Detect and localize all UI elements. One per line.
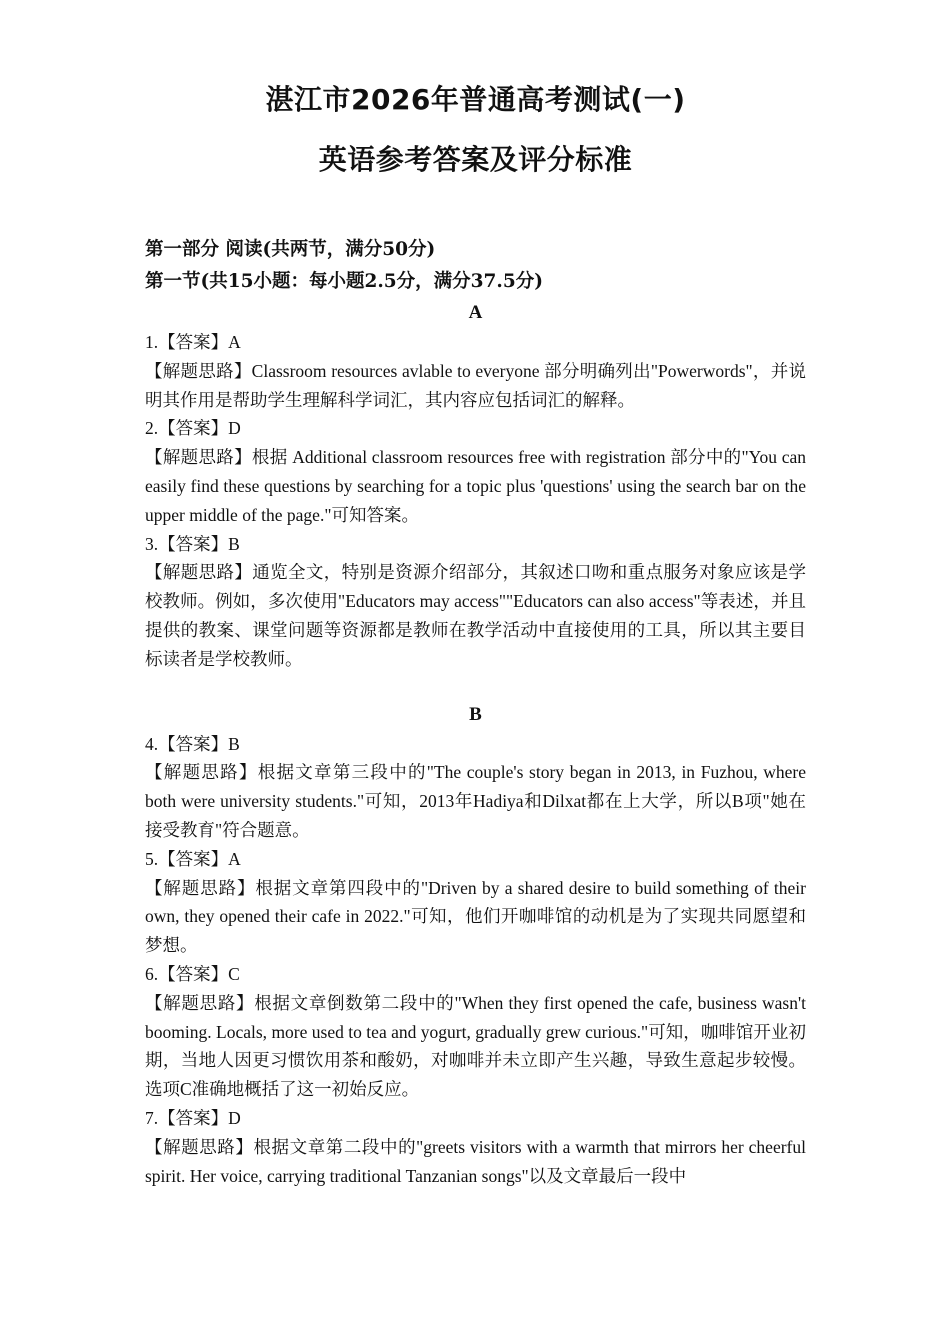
analysis-paragraph: 【解题思路】根据文章第四段中的"Driven by a shared desire to build something of their own, they opened their cafe in 2022."可知，他们开咖啡馆的动机是为了实现共同愿望和梦想。 (145, 877, 806, 956)
answer-line: 6.【答案】C (145, 963, 240, 984)
answer-line: 3.【答案】B (145, 533, 240, 554)
analysis-paragraph: 【解题思路】根据文章第二段中的"greets visitors with a warmth that mirrors her cheerful spirit. Her voice, carrying traditional Tanzanian songs"以及文章最后一段中 (145, 1136, 806, 1186)
analysis-paragraph: 【解题思路】根据文章倒数第二段中的"When they first opened the cafe, business wasn't booming. Locals, more used to tea and yogurt, gradually grew curious."可知，咖啡馆开业初期，当地人因更习惯饮用茶和酸奶，对咖啡并未立即产生兴趣，导致生意起步较慢。选项C准确地概括了这一初始反应。 (145, 992, 806, 1100)
document-title: 湛江市2026年普通高考测试(一) (265, 83, 686, 116)
document-subtitle: 英语参考答案及评分标准 (318, 143, 633, 176)
analysis-paragraph: 【解题思路】根据 Additional classroom resources free with registration 部分中的"You can easily find these questions by searching for a topic plus 'questions' using the search bar on the upper middle of the page."可知答案。 (145, 447, 806, 525)
passage-label-a: A (468, 302, 483, 323)
part-heading: 第一部分 阅读(共两节，满分50分) (145, 239, 436, 260)
answer-line: 7.【答案】D (145, 1107, 241, 1128)
answer-line: 1.【答案】A (145, 332, 241, 352)
passage-label-b: B (469, 703, 482, 725)
answer-line: 5.【答案】A (145, 848, 241, 869)
answer-line: 4.【答案】B (145, 733, 240, 754)
analysis-paragraph: 【解题思路】根据文章第三段中的"The couple's story began in 2013, in Fuzhou, where both were university students."可知，2013年Hadiya和Dilxat都在上大学，所以B项"她在接受教育"符合题意。 (145, 762, 806, 840)
answer-document (145, 82, 806, 1190)
analysis-paragraph: 【解题思路】通览全文，特别是资源介绍部分，其叙述口吻和重点服务对象应该是学校教师。例如，多次使用"Educators may access""Educators can also access"等表述，并且提供的教案、课堂问题等资源都是教师在教学活动中直接使用的工具，所以其主要目标读者是学校教师。 (145, 562, 806, 669)
answer-line: 2.【答案】D (145, 418, 241, 439)
section-heading: 第一节(共15小题：每小题2.5分，满分37.5分) (145, 271, 543, 292)
analysis-paragraph: 【解题思路】Classroom resources avlable to everyone 部分明确列出"Powerwords"，并说明其作用是帮助学生理解科学词汇，其内容应包括词汇的解释。 (145, 360, 806, 410)
